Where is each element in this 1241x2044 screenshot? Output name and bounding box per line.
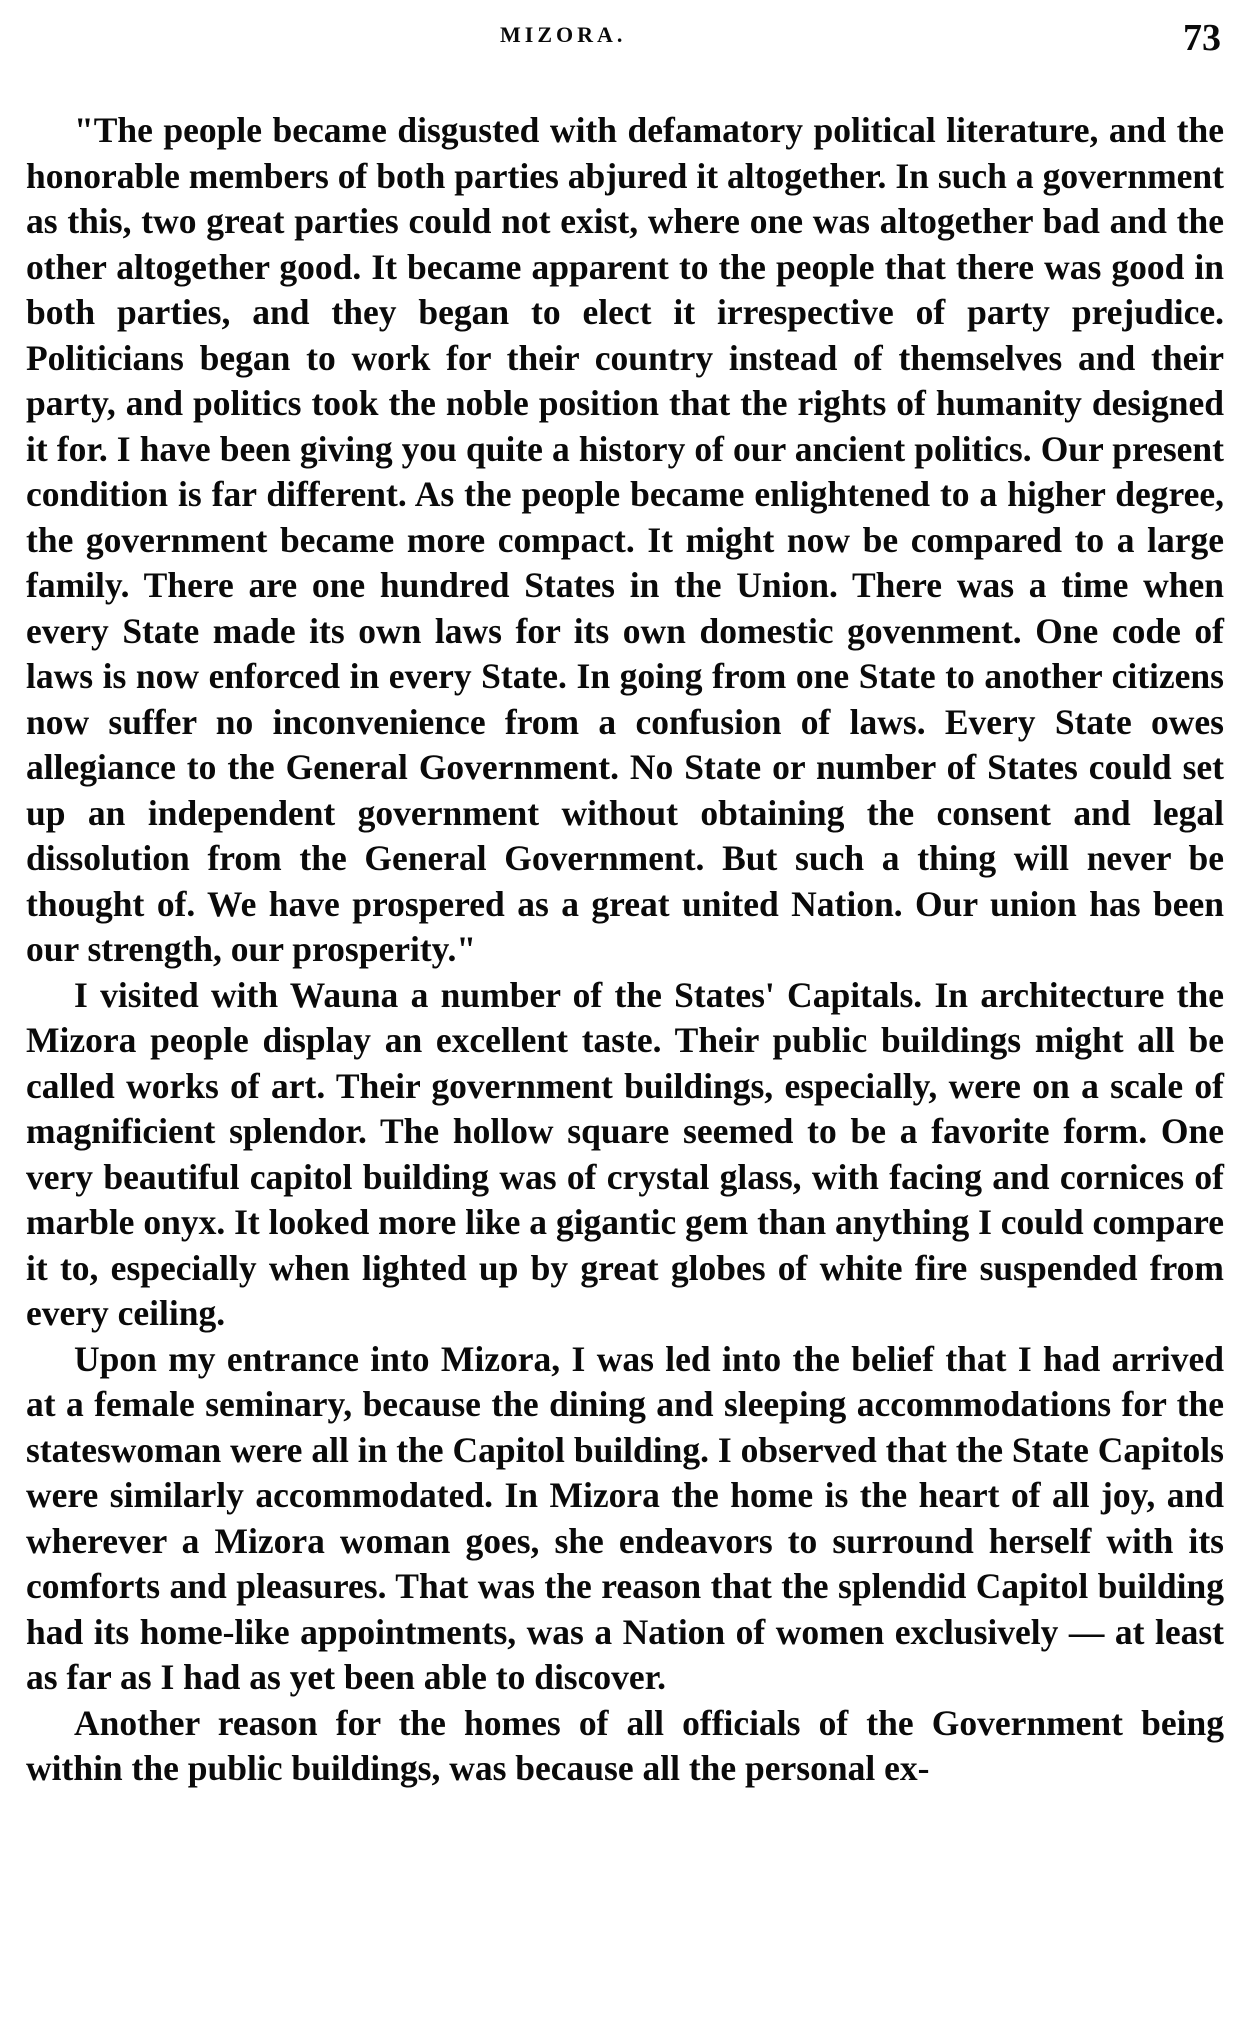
paragraph: Upon my entrance into Mizora, I was led into the belief that I had arrived at a female seminary, because the dining and sleeping accommodations for the stateswoman were all in the Capitol building. I observed that the State Capitols were similarly accommodated. In Mizora the home is the heart of all joy, and wherever a Mizora woman goes, she endeavors to surround herself with its comforts and pleasures. That was the reason that the splendid Capitol building had its home-like appointments, was a Nation of women exclusively — at least as far as I had as yet been able to discover. <box>26 1338 1224 1697</box>
paragraph: Another reason for the homes of all officials of the Government being within the public buildings, was because all the personal ex- <box>26 1702 1224 1788</box>
body-text <box>26 108 1224 1792</box>
page-number: 73 <box>1183 17 1221 59</box>
paragraph: I visited with Wauna a number of the States' Capitals. In architecture the Mizora people display an excellent taste. Their public buildings might all be called works of art. Their government buildings, especially, were on a scale of magnificient splendor. The hollow square seemed to be a favorite form. One very beautiful capitol building was of crystal glass, with facing and cornices of marble onyx. It looked more like a gigantic gem than anything I could compare it to, especially when lighted up by great globes of white fire suspended from every ceiling. <box>26 974 1224 1333</box>
running-head: MIZORA. <box>500 22 627 47</box>
paragraph: "The people became disgusted with defamatory political literature, and the honorable members of both parties abjured it altogether. In such a government as this, two great parties could not exist, where one was altogether bad and the other altogether good. It became apparent to the people that there was good in both parties, and they began to elect it irrespective of party prejudice. Politicians began to work for their country instead of themselves and their party, and politics took the noble position that the rights of humanity designed it for. I have been giving you quite a history of our ancient politics. Our present condition is far different. As the people became enlightened to a higher degree, the government became more compact. It might now be compared to a large family. There are one hundred States in the Union. There was a time when every State made its own laws for its own domestic govenment. One code of laws is now enforced in every State. In going from one State to another citizens now suffer no inconvenience from a confusion of laws. Every State owes allegiance to the General Government. No State or number of States could set up an independent government without obtaining the consent and legal dissolution from the General Government. But such a thing will never be thought of. We have prospered as a great united Nation. Our union has been our strength, our prosperity." <box>26 110 1224 969</box>
